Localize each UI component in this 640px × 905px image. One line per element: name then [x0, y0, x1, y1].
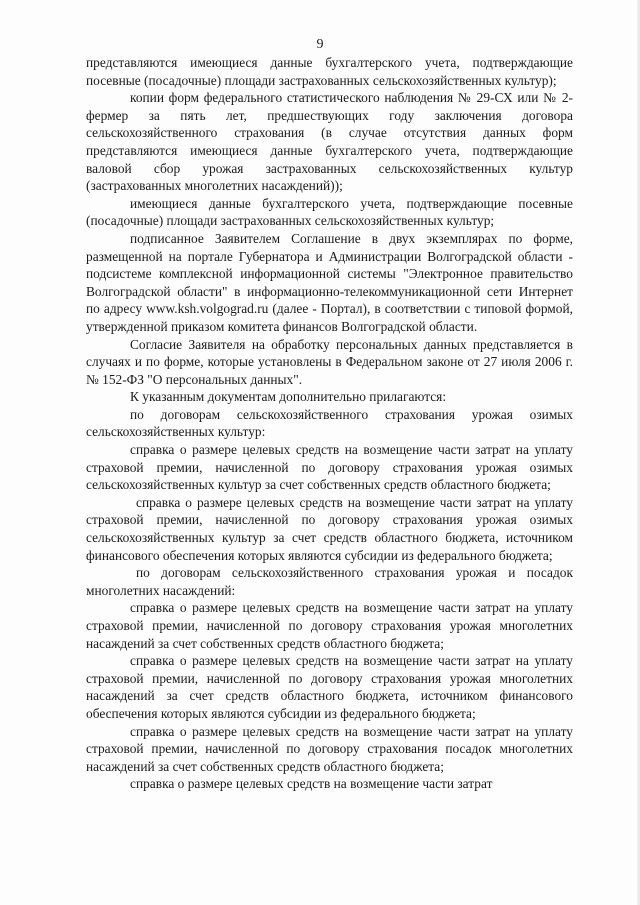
paragraph: копии форм федерального статистического наблюдения № 29-СХ или № 2-фермер за пять лет, предшествующих году заключения договора сельскохозяйственного страхования (в случае отсутствия данных форм представляются имеющиеся данные бухгалтерского учета, подтверждающие валовой сбор урожая застрахованных сельскохозяйственных культур (застрахованных многолетних насаждений)); [86, 90, 573, 194]
paragraph: Согласие Заявителя на обработку персональных данных представляется в случаях и по форме, которые установлены в Федеральном законе от 27 июля 2006 г. № 152-ФЗ "О персональных данных". [86, 336, 573, 387]
paragraph: имеющиеся данные бухгалтерского учета, подтверждающие посевные (посадочные) площади застрахованных сельскохозяйственных культур; [86, 195, 573, 229]
paragraph: К указанным документам дополнительно прилагаются: [130, 389, 447, 405]
paragraph: по договорам сельскохозяйственного страхования урожая озимых сельскохозяйственных культур: [86, 406, 573, 440]
paragraph: подписанное Заявителем Соглашение в двух экземплярах по форме, размещенной на портале Губернатора и Администрации Волгоградской области - подсистеме комплексной информационной системы "Электронное правительство Волгоградской области" в информационно-телекоммуникационной сети Интернет по адресу www.ksh.volgograd.ru (далее - Портал), в соответствии с типовой формой, утвержденной приказом комитета финансов Волгоградской области. [86, 230, 573, 334]
paragraph: справка о размере целевых средств на возмещение части затрат на уплату страховой премии, начисленной по договору страхования урожая озимых сельскохозяйственных культур за счет средств областного бюджета, источником финансового обеспечения которых являются субсидии из федерального бюджета; [86, 494, 573, 563]
paragraph: справка о размере целевых средств на возмещение части затрат на уплату страховой премии, начисленной по договору страхования посадок многолетних насаждений за счет собственных средств областного бюджета; [86, 723, 573, 774]
document-body [86, 54, 573, 793]
paragraph: по договорам сельскохозяйственного страхования урожая и посадок многолетних насаждений: [86, 565, 573, 598]
paragraph: справка о размере целевых средств на возмещение части затрат на уплату страховой премии, начисленной по договору страхования урожая многолетних насаждений за счет собственных средств областного бюджета; [86, 600, 573, 651]
paragraph: справка о размере целевых средств на возмещение части затрат [130, 776, 493, 792]
paragraph: справка о размере целевых средств на возмещение части затрат на уплату страховой премии, начисленной по договору страхования урожая озимых сельскохозяйственных культур за счет собственных средств областного бюджета; [86, 442, 573, 493]
paragraph: справка о размере целевых средств на возмещение части затрат на уплату страховой премии, начисленной по договору страхования урожая многолетних насаждений за счет средств областного бюджета, источником финансового обеспечения которых являются субсидии из федерального бюджета; [86, 653, 573, 721]
paragraph: представляются имеющиеся данные бухгалтерского учета, подтверждающие посевные (посадочные) площади застрахованных сельскохозяйственных культур); [86, 55, 573, 88]
page-number: 9 [316, 37, 324, 52]
